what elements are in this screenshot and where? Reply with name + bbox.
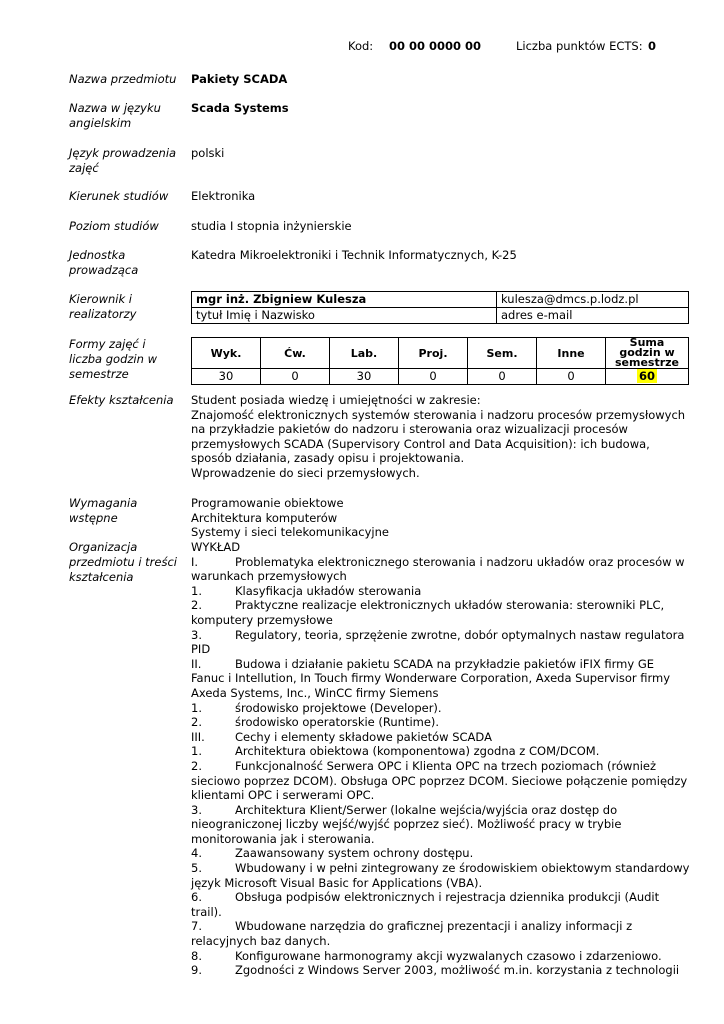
organizacja-item [191, 744, 691, 759]
organizacja-item [191, 890, 691, 919]
organizacja-item-number: 2. [191, 715, 202, 730]
organizacja-item-text: Praktyczne realizacje elektronicznych układów sterowania: sterowniki PLC, komputery przemysłowe [191, 598, 665, 627]
kod-value: 00 00 0000 00 [389, 39, 482, 53]
hours-header-cw: Ćw. [261, 338, 330, 369]
staff-email: kulesza@dmcs.p.lodz.pl [497, 292, 689, 308]
organizacja-item-number: 8. [191, 948, 202, 963]
efekty-line: Znajomość elektronicznych systemów sterowania i nadzoru procesów przemysłowych na przykładzie pakietów do nadzoru i sterowania oraz wizualizacji procesów przemysłowych SCADA (Supervisory Control and Data Acquisition): ich budowa, sposób działania, zasady opisu i projektowania. [191, 407, 686, 466]
organizacja-item-text: Cechy i elementy składowe pakietów SCADA [235, 729, 492, 744]
organizacja-item [191, 919, 691, 948]
hours-header-inne: Inne [537, 338, 606, 369]
hours-value-proj: 0 [399, 369, 468, 385]
organizacja-item-number: 2. [191, 758, 202, 773]
hours-value-wyk: 30 [192, 369, 261, 385]
hours-header-sem: Sem. [468, 338, 537, 369]
organizacja-item [191, 963, 691, 978]
ang-value: Scada Systems [191, 101, 289, 115]
organizacja-item-number: I. [191, 554, 199, 569]
organizacja-item-number: 1. [191, 700, 202, 715]
organizacja-item [191, 730, 691, 745]
organizacja-item [191, 949, 691, 964]
organizacja-item-text: środowisko operatorskie (Runtime). [235, 715, 440, 730]
organizacja-item-text: Problematyka elektronicznego sterowania i nadzoru układów oraz procesów w warunkach przemysłowych [191, 554, 685, 584]
wymagania-list [191, 496, 691, 540]
efekty-text [191, 393, 691, 481]
organizacja-item [191, 701, 691, 716]
organizacja-item-number: 2. [191, 598, 202, 613]
formy-label: Formy zajęć i liczba godzin w semestrze [69, 337, 157, 381]
wymagania-label: Wymagania wstępne [69, 496, 138, 525]
organizacja-item [191, 628, 691, 657]
hours-header-wyk: Wyk. [192, 338, 261, 369]
organizacja-item-number: 3. [191, 802, 202, 817]
organizacja-label: Organizacja przedmiotu i treści kształcenia [69, 540, 177, 584]
organizacja-item [191, 584, 691, 599]
organizacja-item-number: 1. [191, 583, 202, 598]
hours-header-proj: Proj. [399, 338, 468, 369]
hours-header-lab: Lab. [330, 338, 399, 369]
staff-email-hint: adres e-mail [497, 308, 689, 324]
poziom-label: Poziom studiów [69, 219, 159, 233]
organizacja-item [191, 846, 691, 861]
jezyk-value: polski [191, 146, 225, 160]
hours-header-suma: Suma godzin w semestrze [606, 338, 689, 369]
organizacja-item-number: 6. [191, 890, 202, 905]
organizacja-item [191, 657, 691, 701]
staff-table [191, 291, 689, 324]
organizacja-item [191, 555, 691, 584]
organizacja-item [191, 759, 691, 803]
wymagania-item: Architektura komputerów [191, 510, 338, 525]
organizacja-item-text: Budowa i działanie pakietu SCADA na przykładzie pakietów iFIX firmy GE Fanuc i Intellution, In Touch firmy Wonderware Corporation, Axeda Supervisor firmy Axeda Systems, Inc., WinCC firmy Siemens [191, 656, 671, 700]
organizacja-item-text: Wbudowane narzędzia do graficznej prezentacji i analizy informacji z relacyjnych baz danych. [191, 919, 633, 949]
hours-total-highlight: 60 [638, 369, 655, 383]
organizacja-item [191, 598, 691, 627]
organizacja-item-text: Zgodności z Windows Server 2003, możliwość m.in. korzystania z technologii [235, 963, 680, 978]
organizacja-item-text: Konfigurowane harmonogramy akcji wyzwalanych czasowo i zdarzeniowo. [235, 948, 662, 963]
efekty-label: Efekty kształcenia [69, 393, 174, 407]
organizacja-item [191, 803, 691, 847]
organizacja-item-number: 4. [191, 846, 202, 861]
organizacja-item-text: Funkcjonalność Serwera OPC i Klienta OPC na trzech poziomach (również sieciowo poprzez DCOM). Obsługa OPC poprzez DCOM. Sieciowe połączenie pomiędzy klientami OPC i serwerami OPC. [191, 758, 688, 803]
nazwa-label: Nazwa przedmiotu [69, 72, 177, 86]
hours-value-inne: 0 [537, 369, 606, 385]
efekty-line: Wprowadzenie do sieci przemysłowych. [191, 465, 420, 480]
organizacja-item-text: Wbudowany i w pełni zintegrowany ze środowiskiem obiektowym standardowy język Microsoft Visual Basic for Applications (VBA). [191, 861, 690, 890]
organizacja-item [191, 861, 691, 890]
efekty-line: Student posiada wiedzę i umiejętności w zakresie: [191, 393, 481, 407]
kierunek-label: Kierunek studiów [69, 189, 169, 203]
organizacja-item-number: 7. [191, 919, 202, 934]
organizacja-item [191, 715, 691, 730]
organizacja-item-number: III. [191, 729, 205, 744]
staff-name-hint: tytuł Imię i Nazwisko [192, 308, 497, 324]
organizacja-item-number: 5. [191, 861, 202, 876]
organizacja-item [191, 540, 691, 555]
nazwa-value: Pakiety SCADA [191, 72, 288, 86]
organizacja-item-number: 1. [191, 744, 202, 759]
organizacja-item-text: Zaawansowany system ochrony dostępu. [235, 846, 474, 861]
organizacja-list [191, 540, 691, 978]
poziom-value: studia I stopnia inżynierskie [191, 219, 352, 233]
staff-name: mgr inż. Zbigniew Kulesza [192, 292, 497, 308]
organizacja-item-text: Klasyfikacja układów sterowania [235, 583, 422, 598]
organizacja-item-number: 3. [191, 627, 202, 642]
hours-value-lab: 30 [330, 369, 399, 385]
ects-label: Liczba punktów ECTS: [516, 39, 643, 53]
organizacja-item-number: II. [191, 656, 202, 671]
organizacja-item-text: Architektura Klient/Serwer (lokalne wejścia/wyjścia oraz dostęp do nieograniczonej liczby wejść/wyjść poprzez sieć). Możliwość pracy w trybie monitorowania jak i sterowania. [191, 802, 622, 846]
organizacja-item-text: WYKŁAD [191, 540, 241, 554]
ects-value: 0 [648, 39, 657, 53]
hours-value-suma [606, 369, 689, 385]
organizacja-item-text: Regulatory, teoria, sprzężenie zwrotne, dobór optymalnych nastaw regulatora PID [191, 627, 685, 657]
kierunek-value: Elektronika [191, 189, 256, 203]
hours-table [191, 337, 689, 385]
wymagania-item: Systemy i sieci telekomunikacyjne [191, 525, 389, 540]
jednostka-label: Jednostka prowadząca [69, 248, 139, 277]
jednostka-value: Katedra Mikroelektroniki i Technik Informatycznych, K-25 [191, 248, 517, 262]
kierownik-label: Kierownik i realizatorzy [69, 292, 137, 321]
kod-label: Kod: [348, 39, 374, 53]
hours-value-cw: 0 [261, 369, 330, 385]
organizacja-item-text: Architektura obiektowa (komponentowa) zgodna z COM/DCOM. [235, 744, 600, 759]
organizacja-item-text: środowisko projektowe (Developer). [235, 700, 442, 715]
hours-value-sem: 0 [468, 369, 537, 385]
jezyk-label: Język prowadzenia zajęć [69, 146, 177, 175]
organizacja-item-text: Obsługa podpisów elektronicznych i rejestracja dziennika produkcji (Audit trail). [191, 890, 660, 919]
organizacja-item-number: 9. [191, 963, 202, 978]
wymagania-item: Programowanie obiektowe [191, 496, 344, 510]
ang-label: Nazwa w języku angielskim [69, 101, 161, 130]
